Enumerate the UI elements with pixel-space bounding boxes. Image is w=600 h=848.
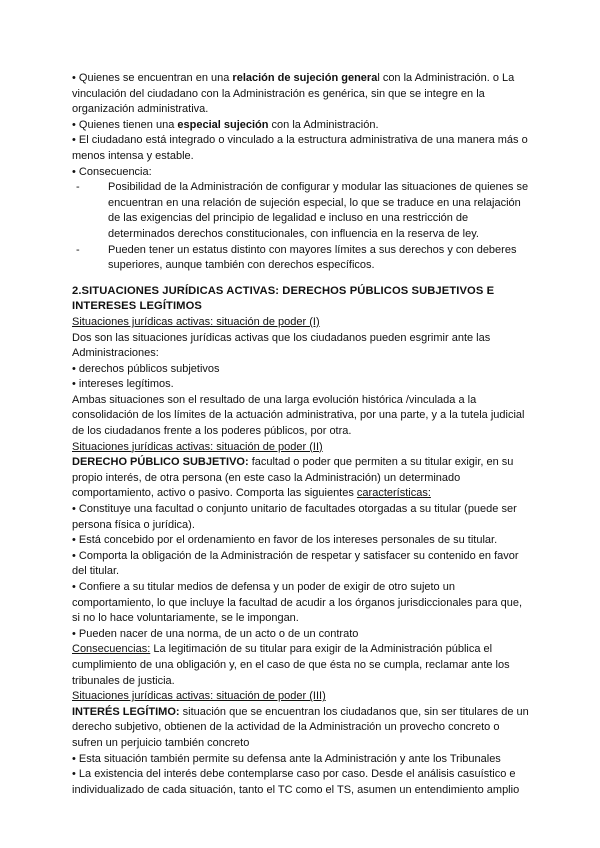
subheading-power-1: Situaciones jurídicas activas: situación de poder (I) [72,315,320,328]
bullet-characteristic-3: • Comporta la obligación de la Administración de respetar y satisfacer su contenido en favor del titular. [72,549,519,578]
text-run: • Quienes se encuentran en una [72,72,233,84]
list-item [72,180,530,242]
underlined-term: Consecuencias: [72,643,151,656]
dash-marker: - [76,243,80,256]
paragraph-intro: Dos son las situaciones jurídicas activas que los ciudadanos pueden esgrimir ante las Administraciones: [72,331,491,360]
list-item [72,243,530,274]
spacer [72,274,530,284]
text-run: situación que se encuentran los ciudadanos que, sin ser titulares de un derecho subjetivo, obtienen de la actividad de la Administración un provecho concreto o sufren un perjuicio también concreto [72,705,529,749]
dash-marker: - [76,181,80,194]
list-item-text: Posibilidad de la Administración de configurar y modular las situaciones de quienes se encuentran en una relación de sujeción especial, lo que se traduce en una relajación de las exigencias del principio de legalidad e incluso en una restricción de determinados derechos constitucionales, con influencia en la reserva de ley. [108,181,529,240]
bold-term: INTERÉS LEGÍTIMO: [72,705,180,718]
bullet-case-by-case: • La existencia del interés debe contemplarse caso por caso. Desde el análisis casuístico e individualizado de cada situación, tanto el TC como el TS, asumen un entendimiento amplio [72,768,520,796]
paragraph-dps-definition [72,455,530,502]
text-run: con la Administración. [268,118,379,131]
text-run: • Quienes tienen una [72,118,178,131]
bullet-general-subjection [72,71,530,118]
bold-term: relación de sujeción genera [232,72,378,84]
bullet-consequence: • Consecuencia: [72,165,152,178]
paragraph-il-definition [72,705,530,752]
list-item-text: Pueden tener un estatus distinto con mayores límites a sus derechos y con deberes superiores, aunque también con derechos específicos. [108,243,517,272]
subheading-power-2: Situaciones jurídicas activas: situación de poder (II) [72,440,323,453]
bullet-subjective-rights: • derechos públicos subjetivos [72,362,220,375]
bullet-defense: • Esta situación también permite su defensa ante la Administración y ante los Tribunales [72,752,501,765]
consequence-list [72,180,530,274]
text-run: facultad o poder que permiten a su titular exigir, en su propio interés, de otra persona (en este caso la Administración) un determinado comportamiento, activo o pasivo. Comporta las siguientes [72,456,514,500]
bullet-characteristic-5: • Pueden nacer de una norma, de un acto o de un contrato [72,627,359,640]
paragraph-evolution: Ambas situaciones son el resultado de una larga evolución histórica /vinculada a la consolidación de los límites de la actuación administrativa, por una parte, y a la tutela judicial de los ciudadanos frente a los poderes públicos, por otra. [72,393,525,438]
bullet-characteristic-1: • Constituye una facultad o conjunto unitario de facultades otorgadas a su titular (puede ser persona física o jurídica). [72,503,517,531]
text-run: La legitimación de su titular para exigir de la Administración pública el cumplimiento de una obligación y, en el caso de que ésta no se cumpla, reclamar ante los tribunales de justicia. [72,643,510,687]
bold-term: DERECHO PÚBLICO SUBJETIVO: [72,456,249,469]
bullet-special-subjection [72,118,530,134]
bullet-legitimate-interests: • intereses legítimos. [72,378,174,391]
subheading-power-3: Situaciones jurídicas activas: situación de poder (III) [72,690,326,703]
section-heading: 2.SITUACIONES JURÍDICAS ACTIVAS: DERECHOS PÚBLICOS SUBJETIVOS E INTERESES LEGÍTIMOS [72,284,495,313]
underlined-term: características: [356,487,431,500]
text-run: l con la Administración. o La vinculación del ciudadano con la Administración es genérica, sin que se integre en la organización administrativa. [72,72,515,116]
bullet-characteristic-2: • Está concebido por el ordenamiento en favor de los intereses personales de su titular. [72,534,498,547]
bold-term: especial sujeción [177,118,269,131]
paragraph-consequences [72,642,530,689]
document-body [72,71,530,798]
bullet-integration: • El ciudadano está integrado o vinculado a la estructura administrativa de una manera más o menos intensa y estable. [72,134,528,162]
bullet-characteristic-4: • Confiere a su titular medios de defensa y un poder de exigir de otro sujeto un comportamiento, lo que incluye la facultad de acudir a los órganos jurisdiccionales para que, si no lo hace voluntariamente, se le impongan. [72,581,523,625]
